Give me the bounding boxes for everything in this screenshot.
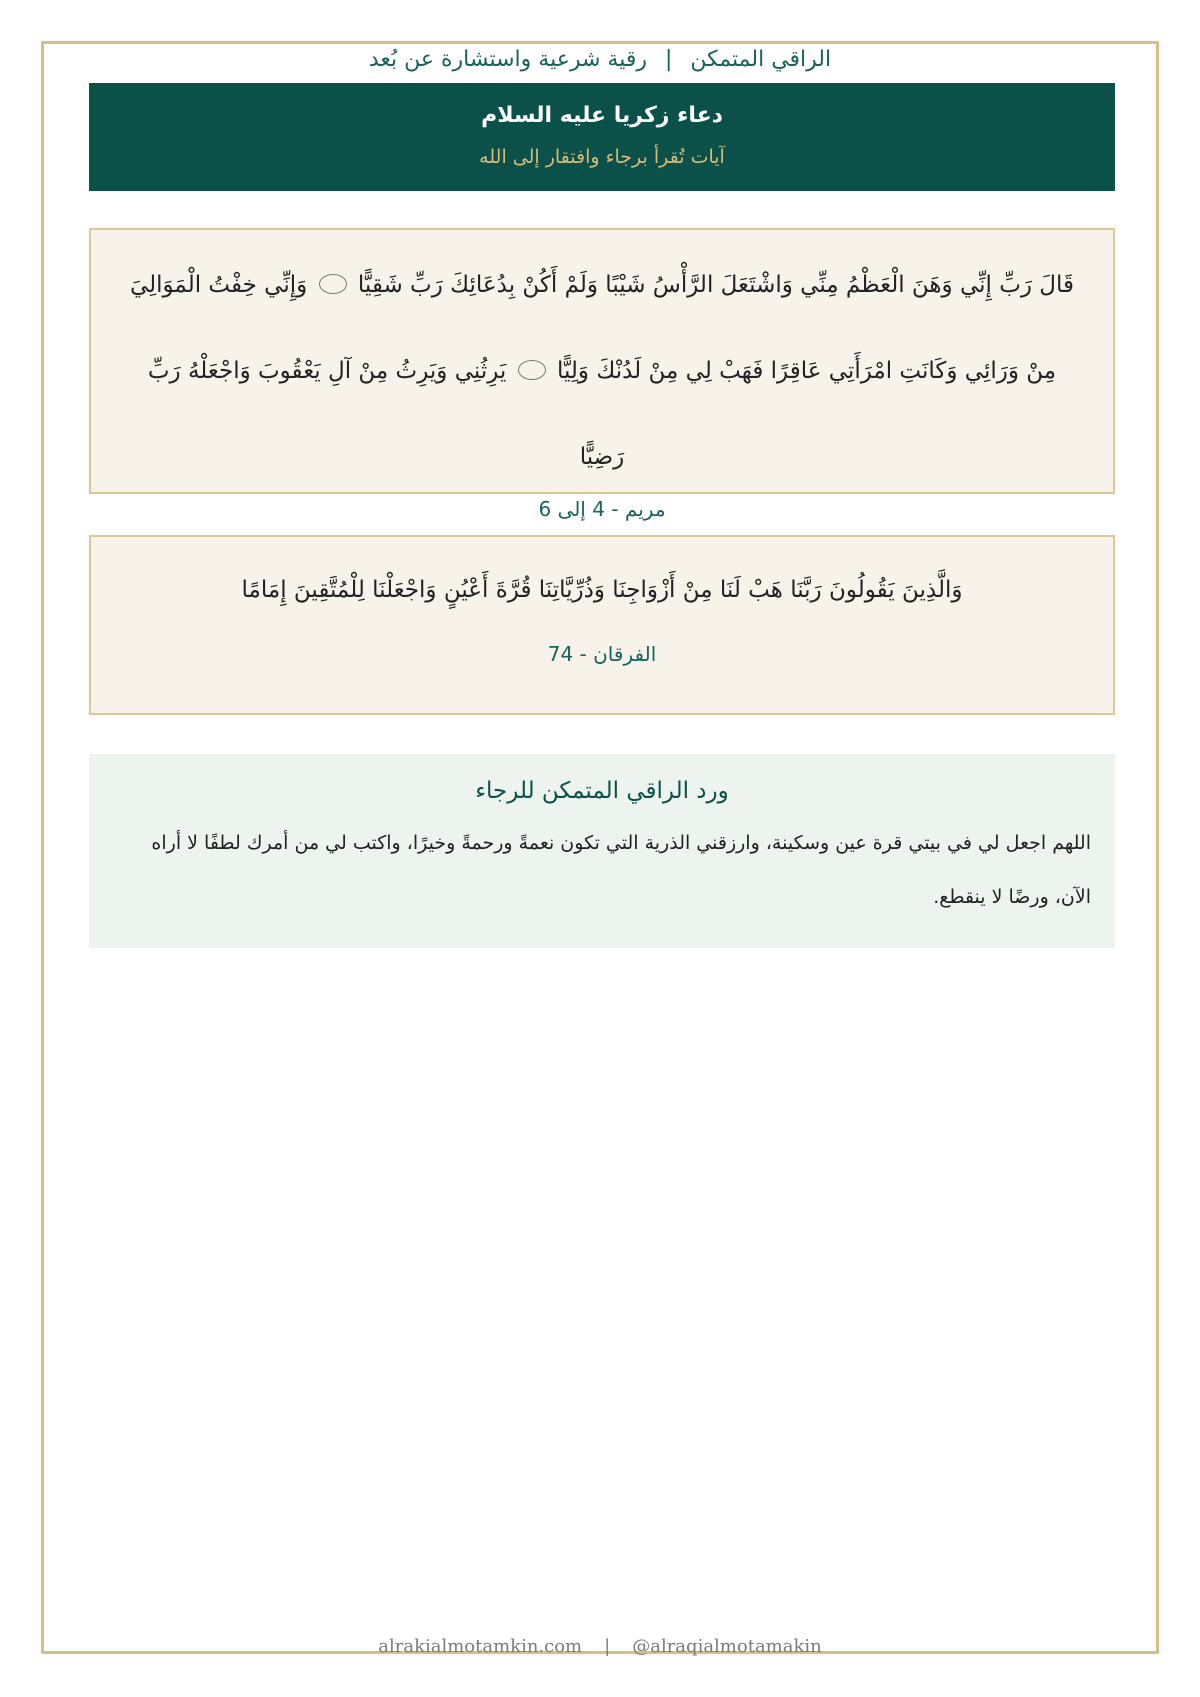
ayah-end-marker-icon [518, 360, 546, 380]
header-separator: | [665, 47, 673, 72]
page-title: دعاء زكريا عليه السلام [481, 103, 723, 128]
verse-reference: مريم - 4 إلى 6 [538, 497, 666, 521]
page-subtitle: آيات تُقرأ برجاء وافتقار إلى الله [479, 146, 725, 168]
footer-separator: | [604, 1636, 611, 1657]
verse-reference: الفرقان - 74 [547, 642, 657, 666]
site-tagline: رقية شرعية واستشارة عن بُعد [368, 47, 647, 72]
wird-title: ورد الراقي المتمكن للرجاء [475, 778, 729, 804]
verse-text [91, 547, 1113, 633]
verse-segment: وَالَّذِينَ يَقُولُونَ رَبَّنَا هَبْ لَنَا مِنْ أَزْوَاجِنَا وَذُرِّيَّاتِنَا قُرَّةَ أَعْيُنٍ وَاجْعَلْنَا لِلْمُتَّقِينَ إِمَامًا [241, 577, 963, 603]
footer-social-handle[interactable]: @alraqialmotamakin [632, 1636, 822, 1657]
verse-card-maryam [89, 228, 1115, 521]
title-banner [89, 83, 1115, 191]
verse-segment: وَإِنِّي خِفْتُ الْمَوَالِيَ مِنْ وَرَائِي وَكَانَتِ امْرَأَتِي عَاقِرًا فَهَبْ لِي مِنْ لَدُنْكَ وَلِيًّا [129, 272, 1057, 384]
site-footer [0, 1632, 1200, 1662]
verse-segment: يَرِثُنِي وَيَرِثُ مِنْ آلِ يَعْقُوبَ وَاجْعَلْهُ رَبِّ رَضِيًّا [147, 358, 625, 470]
footer-website-link[interactable]: alrakialmotamkin.com [378, 1636, 583, 1657]
verse-card-furqan [89, 535, 1115, 715]
wird-box [89, 754, 1115, 948]
site-name: الراقي المتمكن [690, 47, 832, 72]
site-header [0, 40, 1200, 80]
ayah-end-marker-icon [319, 274, 347, 294]
wird-text: اللهم اجعل لي في بيتي قرة عين وسكينة، وارزقني الذرية التي تكون نعمةً ورحمةً وخيرًا، واكتب لي من أمرك لطفًا لا أراه الآن، ورضًا لا ينقطع. [151, 832, 1091, 908]
verse-segment: قَالَ رَبِّ إِنِّي وَهَنَ الْعَظْمُ مِنِّي وَاشْتَعَلَ الرَّأْسُ شَيْبًا وَلَمْ أَكُنْ بِدُعَائِكَ رَبِّ شَقِيًّا [357, 272, 1075, 298]
verse-text [91, 242, 1113, 500]
